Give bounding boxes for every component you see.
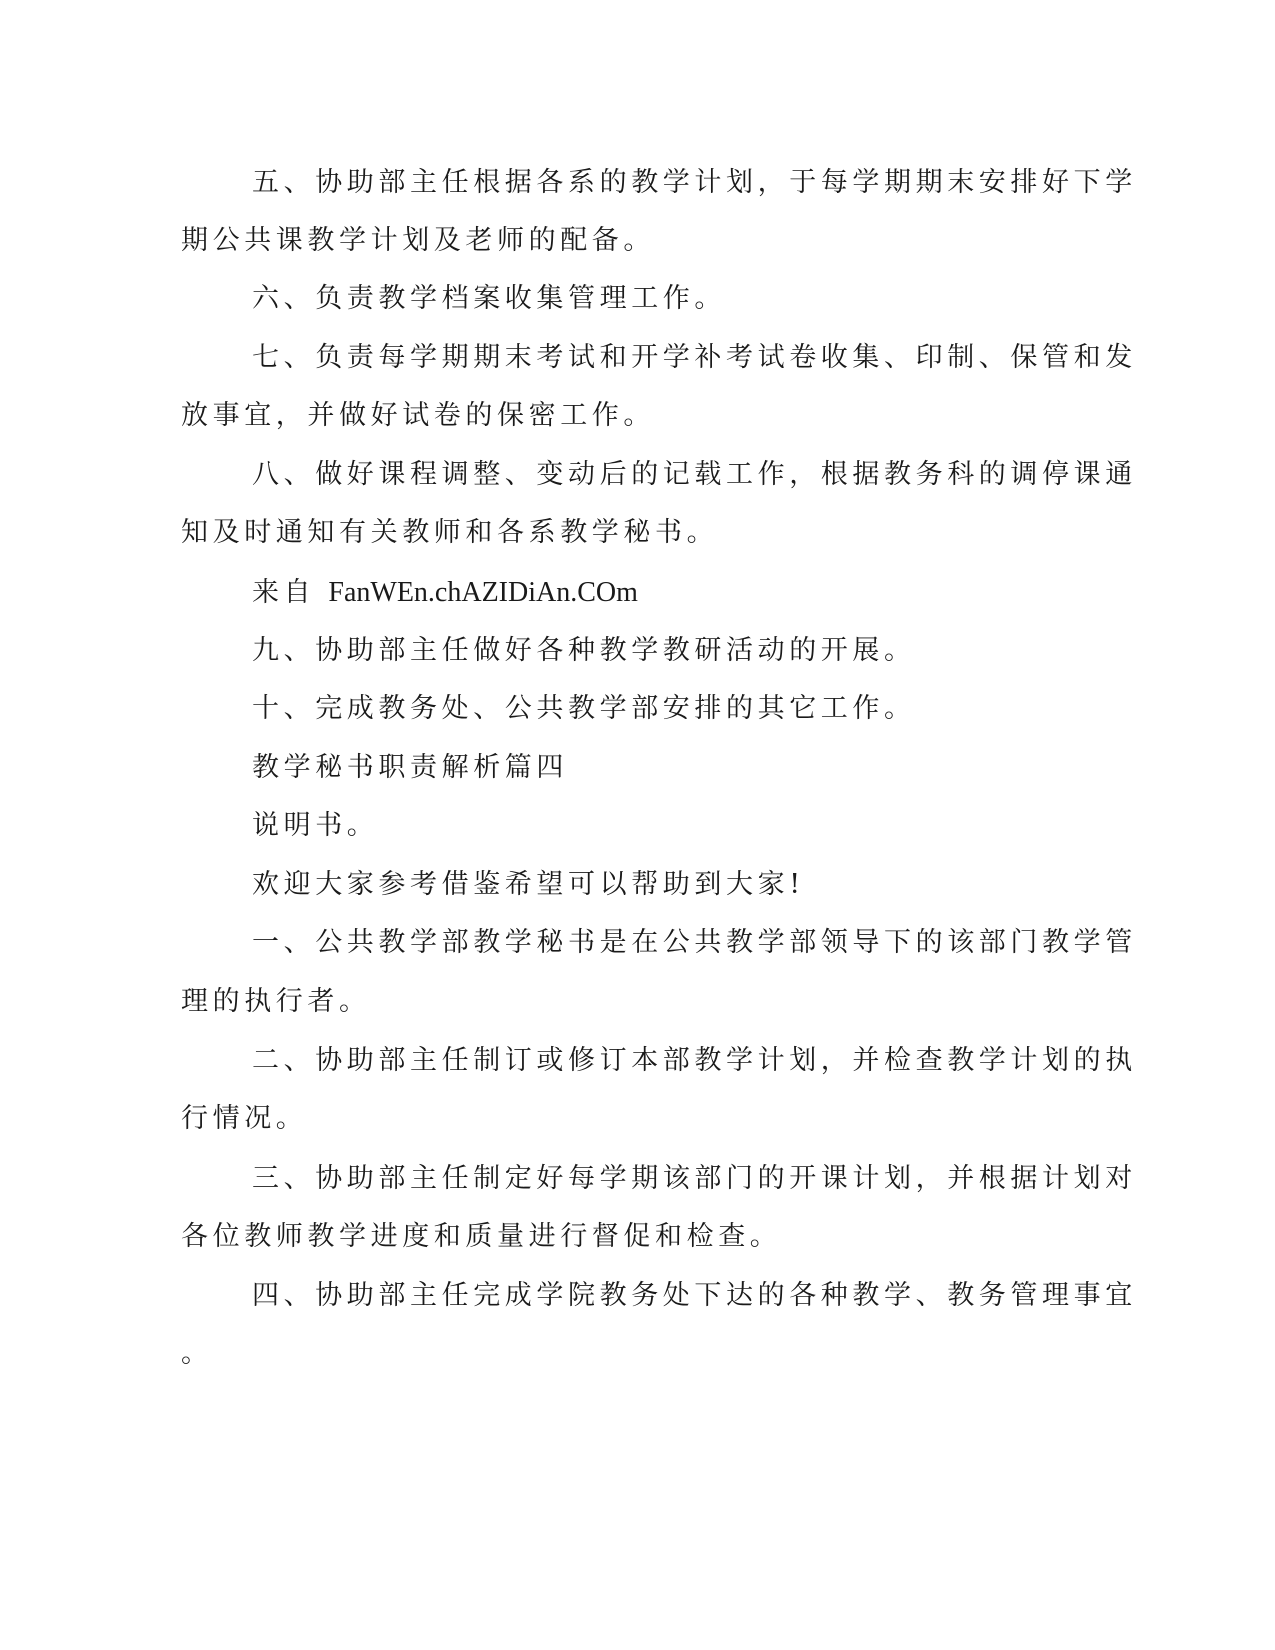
- paragraph-3-line-1: 三、协助部主任制定好每学期该部门的开课计划，并根据计划对: [252, 1163, 1137, 1194]
- manual-label: 说明书。: [252, 810, 379, 841]
- paragraph-5-line-2: 期公共课教学计划及老师的配备。: [181, 225, 655, 256]
- paragraph-7-line-2: 放事宜，并做好试卷的保密工作。: [181, 400, 655, 431]
- paragraph-9: 九、协助部主任做好各种教学教研活动的开展。: [252, 635, 916, 666]
- welcome-note: 欢迎大家参考借鉴希望可以帮助到大家!: [252, 869, 805, 900]
- paragraph-5-line-1: 五、协助部主任根据各系的教学计划，于每学期期末安排好下学: [252, 167, 1137, 198]
- paragraph-7-line-1: 七、负责每学期期末考试和开学补考试卷收集、印制、保管和发: [252, 342, 1137, 373]
- source-label: 来自: [252, 577, 329, 608]
- paragraph-2-line-2: 行情况。: [181, 1103, 308, 1134]
- paragraph-8-line-2: 知及时通知有关教师和各系教学秘书。: [181, 517, 719, 548]
- source-note: [252, 575, 638, 611]
- paragraph-4-line-1: 四、协助部主任完成学院教务处下达的各种教学、教务管理事宜: [252, 1280, 1137, 1311]
- source-url: FanWEn.chAZIDiAn.COm: [328, 577, 638, 608]
- paragraph-1-line-2: 理的执行者。: [181, 986, 371, 1017]
- paragraph-1-line-1: 一、公共教学部教学秘书是在公共教学部领导下的该部门教学管: [252, 927, 1137, 958]
- paragraph-6: 六、负责教学档案收集管理工作。: [252, 283, 726, 314]
- paragraph-3-line-2: 各位教师教学进度和质量进行督促和检查。: [181, 1221, 782, 1252]
- paragraph-4-line-2: 。: [181, 1338, 213, 1369]
- paragraph-8-line-1: 八、做好课程调整、变动后的记载工作，根据教务科的调停课通: [252, 459, 1137, 490]
- section-heading: 教学秘书职责解析篇四: [252, 752, 568, 783]
- paragraph-2-line-1: 二、协助部主任制订或修订本部教学计划，并检查教学计划的执: [252, 1045, 1137, 1076]
- paragraph-10: 十、完成教务处、公共教学部安排的其它工作。: [252, 693, 916, 724]
